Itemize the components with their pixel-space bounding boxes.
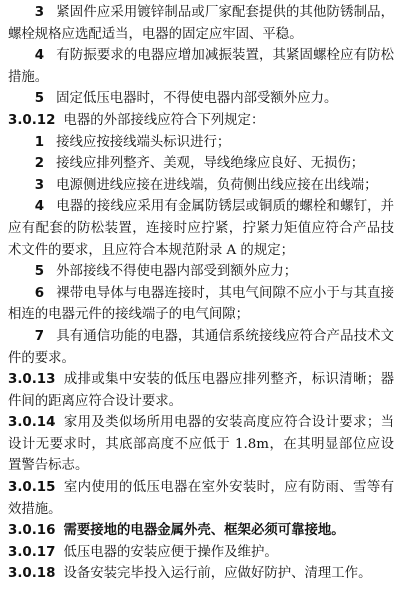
clause-text: 设备安装完毕投入运行前，应做好防护、清理工作。: [63, 566, 372, 582]
item-number: 3: [34, 177, 45, 193]
clause-number: 3.0.13: [8, 372, 56, 388]
paragraph-item-7: [8, 326, 394, 369]
item-number: 5: [34, 91, 45, 107]
clause-text: 室内使用的低压电器在室外安装时，应有防雨、雪等有效措施。: [8, 480, 394, 517]
clause-3-0-18: [8, 563, 394, 585]
item-text: 接线应排列整齐、美观，导线绝缘应良好、无损伤；: [56, 156, 365, 172]
paragraph-item-5: [8, 88, 394, 110]
clause-3-0-13: [8, 369, 394, 412]
item-text: 接线应按接线端头标识进行；: [56, 134, 231, 150]
clause-text: 低压电器的安装应便于操作及维护。: [63, 544, 278, 560]
paragraph-item-6: [8, 283, 394, 326]
paragraph-item-4b: [8, 196, 394, 261]
paragraph-item-2: [8, 153, 394, 175]
clause-text: 成排或集中安装的低压电器应排列整齐，标识清晰；器件间的距离应符合设计要求。: [8, 372, 394, 409]
item-number: 4: [34, 199, 45, 215]
item-text: 有防振要求的电器应增加减振装置，其紧固螺栓应有防松措施。: [8, 48, 394, 85]
item-number: 6: [34, 285, 45, 301]
clause-text: 电器的外部接线应符合下列规定：: [63, 112, 265, 128]
paragraph-item-1: [8, 132, 394, 154]
clause-text: 家用及类似场所用电器的安装高度应符合设计要求；当设计无要求时，其底部高度不应低于 1.8m，在其明显部位应设置警告标志。: [8, 415, 394, 474]
item-text: 电源侧进线应接在进线端，负荷侧出线应接在出线端；: [56, 177, 378, 193]
item-number: 3: [34, 5, 45, 20]
paragraph-item-5b: [8, 261, 394, 283]
clause-3-0-14: [8, 412, 394, 477]
item-text: 具有通信功能的电器，其通信系统接线应符合产品技术文件的要求。: [8, 328, 394, 366]
clause-3-0-15: [8, 477, 394, 520]
paragraph-item-4: [8, 45, 394, 88]
item-text: 裸带电导体与电器连接时，其电气间隙不应小于与其直接相连的电器元件的接线端子的电气间隙；: [8, 285, 394, 323]
clause-3-0-16: [8, 520, 394, 542]
clause-3-0-12: [8, 110, 394, 132]
paragraph-item-3b: [8, 175, 394, 197]
clause-number: 3.0.16: [8, 523, 56, 539]
item-number: 5: [34, 264, 45, 280]
clause-number: 3.0.14: [8, 415, 56, 431]
paragraph-item-3: [8, 2, 394, 45]
item-number: 2: [34, 156, 45, 172]
clause-text-mandatory: 需要接地的电器金属外壳、框架必须可靠接地。: [63, 522, 345, 539]
item-text: 紧固件应采用镀锌制品或厂家配套提供的其他防锈制品，螺栓规格应选配适当，电器的固定应牢固、平稳。: [8, 5, 394, 42]
clause-number: 3.0.12: [8, 112, 56, 128]
clause-number: 3.0.17: [8, 544, 56, 560]
item-number: 1: [34, 134, 45, 150]
item-text: 固定低压电器时，不得使电器内部受额外应力。: [56, 91, 338, 107]
item-number: 7: [34, 328, 45, 344]
clause-number: 3.0.18: [8, 566, 56, 582]
item-number: 4: [34, 48, 45, 64]
item-text: 电器的接线应采用有金属防锈层或铜质的螺栓和螺钉，并应有配套的防松装置，连接时应拧紧，拧紧力矩值应符合产品技术文件的要求，且应符合本规范附录 A 的规定；: [8, 199, 394, 258]
clause-3-0-17: [8, 542, 394, 564]
item-text: 外部接线不得使电器内部受到额外应力；: [56, 264, 298, 280]
clause-number: 3.0.15: [8, 480, 56, 496]
